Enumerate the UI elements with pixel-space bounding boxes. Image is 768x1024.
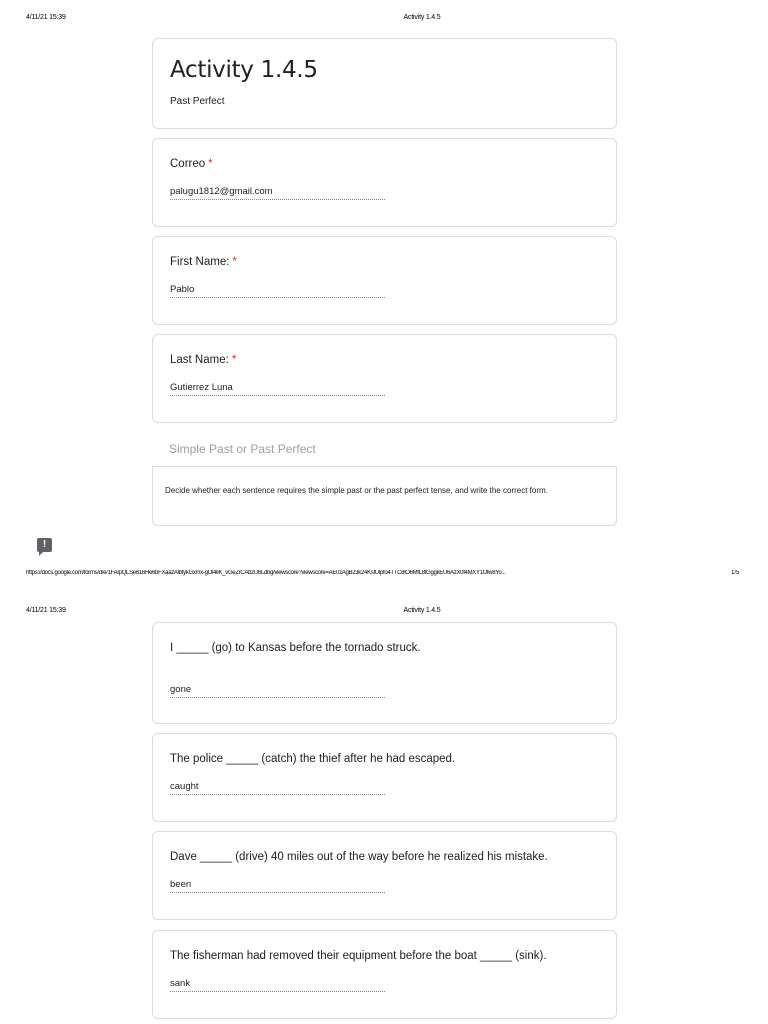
required-asterisk: * — [232, 256, 237, 268]
feedback-icon[interactable]: ! — [37, 538, 52, 552]
email-label: Correo * — [170, 158, 213, 170]
print-doc-title: Activity 1.4.5 — [403, 607, 441, 614]
question-text: Dave _____ (drive) 40 miles out of the way before he realized his mistake. — [170, 851, 548, 863]
question-card-2 — [152, 733, 617, 822]
email-answer: palugu1812@gmail.com — [170, 186, 385, 200]
section-description: Decide whether each sentence requires the simple past or the past perfect tense, and write the correct form. — [165, 486, 548, 495]
question-answer: sank — [170, 978, 385, 992]
section-title: Simple Past or Past Perfect — [169, 442, 316, 456]
first-name-answer: Pablo — [170, 284, 385, 298]
section-description-card — [152, 466, 617, 526]
page-number: 1/5 — [731, 570, 740, 576]
first-name-question-card — [152, 236, 617, 325]
question-text: The police _____ (catch) the thief after he had escaped. — [170, 753, 456, 765]
print-datetime: 4/11/21 15:39 — [26, 607, 66, 614]
print-footer — [0, 570, 768, 582]
form-description: Past Perfect — [170, 96, 225, 107]
question-card-3 — [152, 831, 617, 920]
last-name-label: Last Name: * — [170, 354, 237, 366]
form-header-card — [152, 38, 617, 129]
first-name-label: First Name: * — [170, 256, 237, 268]
print-doc-title: Activity 1.4.5 — [403, 14, 441, 21]
last-name-answer: Gutierrez Luna — [170, 382, 385, 396]
email-question-card — [152, 138, 617, 227]
print-header-page-2 — [0, 607, 768, 621]
question-text: I _____ (go) to Kansas before the tornado struck. — [170, 642, 421, 654]
question-answer: been — [170, 879, 385, 893]
question-answer: caught — [170, 781, 385, 795]
question-answer: gone — [170, 684, 385, 698]
form-title: Activity 1.4.5 — [170, 57, 318, 83]
question-card-4 — [152, 930, 617, 1019]
question-card-1 — [152, 622, 617, 724]
required-asterisk: * — [208, 158, 213, 170]
print-datetime: 4/11/21 15:39 — [26, 14, 66, 21]
question-text: The fisherman had removed their equipment before the boat _____ (sink). — [170, 950, 547, 962]
print-url: https://docs.google.com/forms/d/e/1FAIpQLSe616He6bFXaazAlbfykGxmx-gOl4lIK_vGeZrCAbzU6Ldbg/viewscore?viewscore=AE0zAgB23k24KsfUlpfo4TTC8lO6MfL8tGggkEU6AzX0f4MXY1fJfw8Yo... — [26, 570, 506, 576]
last-name-question-card — [152, 334, 617, 423]
print-header — [0, 14, 768, 28]
required-asterisk: * — [231, 354, 237, 366]
